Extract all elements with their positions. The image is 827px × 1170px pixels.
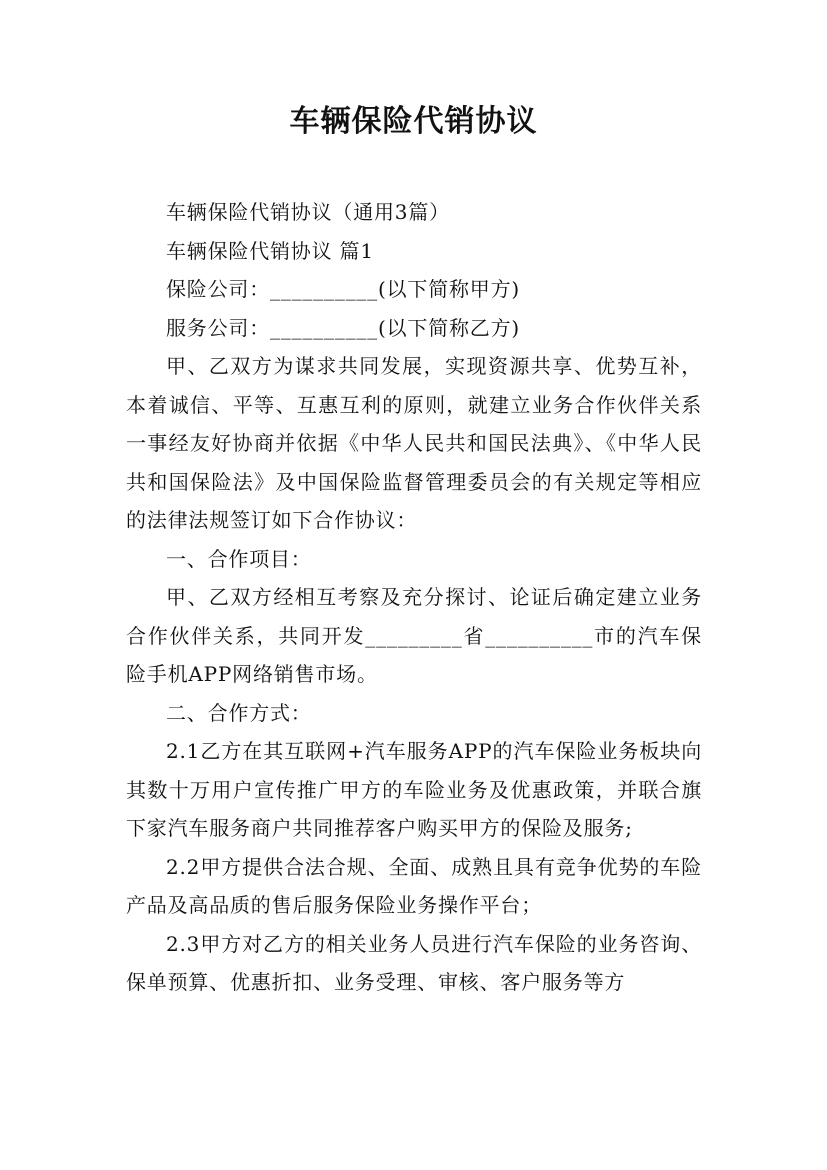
document-body	[126, 193, 702, 1002]
paragraph-subtitle: 车辆保险代销协议（通用3篇）	[166, 200, 450, 224]
section-heading-method: 二、合作方式：	[166, 700, 312, 725]
paragraph-preamble: 甲、乙双方为谋求共同发展，实现资源共享、优势互补，本着诚信、平等、互惠互利的原则，就建立业务合作伙伴关系一事经友好协商并依据《中华人民共和国民法典》、《中华人民共和国保险法》及中国保险监督管理委员会的有关规定等相应的法律法规签订如下合作协议：	[126, 354, 702, 532]
section-heading-project: 一、合作项目：	[166, 546, 312, 571]
clause-2-2: 2.2甲方提供合法合规、全面、成熟且具有竞争优势的车险产品及高品质的售后服务保险业务操作平台；	[126, 854, 702, 917]
paragraph-party-a: 保险公司：__________(以下简称甲方)	[166, 277, 521, 301]
paragraph-part-heading: 车辆保险代销协议 篇1	[166, 238, 374, 263]
document-title: 车辆保险代销协议	[289, 104, 538, 139]
clause-2-3: 2.3甲方对乙方的相关业务人员进行汽车保险的业务咨询、保单预算、优惠折扣、业务受理、审核、客户服务等方	[126, 931, 702, 994]
paragraph-project: 甲、乙双方经相互考察及充分探讨、论证后确定建立业务合作伙伴关系，共同开发_________省__________市的汽车保险手机APP网络销售市场。	[126, 585, 702, 686]
clause-2-1: 2.1乙方在其互联网+汽车服务APP的汽车保险业务板块向其数十万用户宣传推广甲方的车险业务及优惠政策，并联合旗下家汽车服务商户共同推荐客户购买甲方的保险及服务;	[126, 739, 702, 840]
paragraph-party-b: 服务公司：__________(以下简称乙方)	[166, 315, 521, 340]
